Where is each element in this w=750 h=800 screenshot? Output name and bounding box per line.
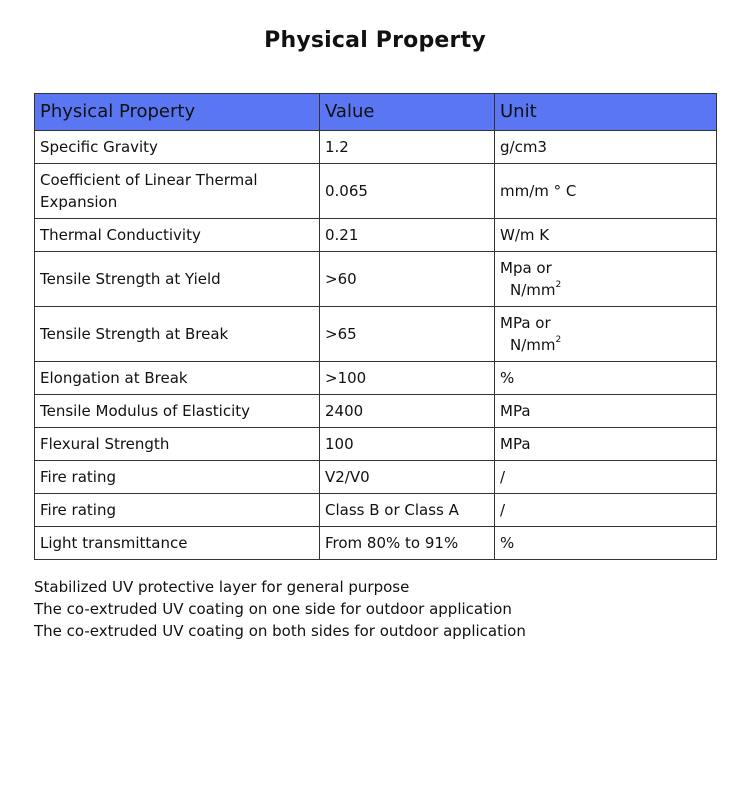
table-row bbox=[35, 362, 717, 395]
table-row bbox=[35, 527, 717, 560]
unit-superscript: 2 bbox=[555, 280, 562, 290]
table-row bbox=[35, 252, 717, 307]
unit-cell bbox=[495, 252, 717, 307]
value-cell: Class B or Class A bbox=[320, 494, 495, 527]
note-line: The co-extruded UV coating on one side for outdoor application bbox=[34, 600, 512, 618]
value-cell: From 80% to 91% bbox=[320, 527, 495, 560]
unit-cell: g/cm3 bbox=[495, 131, 717, 164]
unit-cell: / bbox=[495, 461, 717, 494]
unit-cell: MPa bbox=[495, 428, 717, 461]
table-header-row bbox=[35, 94, 717, 131]
unit-line-2 bbox=[500, 334, 711, 356]
table-row bbox=[35, 494, 717, 527]
physical-property-table bbox=[34, 93, 717, 560]
unit-cell: % bbox=[495, 527, 717, 560]
unit-base: N/mm bbox=[510, 336, 556, 354]
header-unit: Unit bbox=[495, 94, 717, 131]
table-row bbox=[35, 395, 717, 428]
table-row bbox=[35, 164, 717, 219]
value-cell: 100 bbox=[320, 428, 495, 461]
value-cell: 0.065 bbox=[320, 164, 495, 219]
value-cell: >65 bbox=[320, 307, 495, 362]
table-row bbox=[35, 307, 717, 362]
notes bbox=[34, 576, 724, 642]
table-row bbox=[35, 428, 717, 461]
unit-cell: W/m K bbox=[495, 219, 717, 252]
unit-base: N/mm bbox=[510, 281, 556, 299]
property-cell: Tensile Modulus of Elasticity bbox=[35, 395, 320, 428]
unit-cell: mm/m ° C bbox=[495, 164, 717, 219]
property-cell: Fire rating bbox=[35, 461, 320, 494]
property-cell: Light transmittance bbox=[35, 527, 320, 560]
property-cell: Tensile Strength at Break bbox=[35, 307, 320, 362]
value-cell: 1.2 bbox=[320, 131, 495, 164]
note-line: Stabilized UV protective layer for general purpose bbox=[34, 578, 410, 596]
unit-superscript: 2 bbox=[555, 335, 562, 345]
unit-line-1: Mpa or bbox=[500, 259, 552, 277]
page-title: Physical Property bbox=[264, 28, 486, 53]
value-cell: 0.21 bbox=[320, 219, 495, 252]
property-cell: Elongation at Break bbox=[35, 362, 320, 395]
property-cell: Thermal Conductivity bbox=[35, 219, 320, 252]
table-row bbox=[35, 131, 717, 164]
header-physical-property: Physical Property bbox=[35, 94, 320, 131]
note-line: The co-extruded UV coating on both sides for outdoor application bbox=[34, 622, 526, 640]
unit-line-1: MPa or bbox=[500, 314, 551, 332]
property-cell: Fire rating bbox=[35, 494, 320, 527]
header-value: Value bbox=[320, 94, 495, 131]
value-cell: >60 bbox=[320, 252, 495, 307]
unit-line-2 bbox=[500, 279, 711, 301]
property-cell: Flexural Strength bbox=[35, 428, 320, 461]
table-row bbox=[35, 219, 717, 252]
unit-cell: % bbox=[495, 362, 717, 395]
property-cell: Specific Gravity bbox=[35, 131, 320, 164]
value-cell: >100 bbox=[320, 362, 495, 395]
unit-cell: MPa bbox=[495, 395, 717, 428]
unit-cell: / bbox=[495, 494, 717, 527]
value-cell: 2400 bbox=[320, 395, 495, 428]
unit-cell bbox=[495, 307, 717, 362]
property-cell: Tensile Strength at Yield bbox=[35, 252, 320, 307]
table-row bbox=[35, 461, 717, 494]
property-cell: Coefficient of Linear Thermal Expansion bbox=[35, 164, 320, 219]
value-cell: V2/V0 bbox=[320, 461, 495, 494]
